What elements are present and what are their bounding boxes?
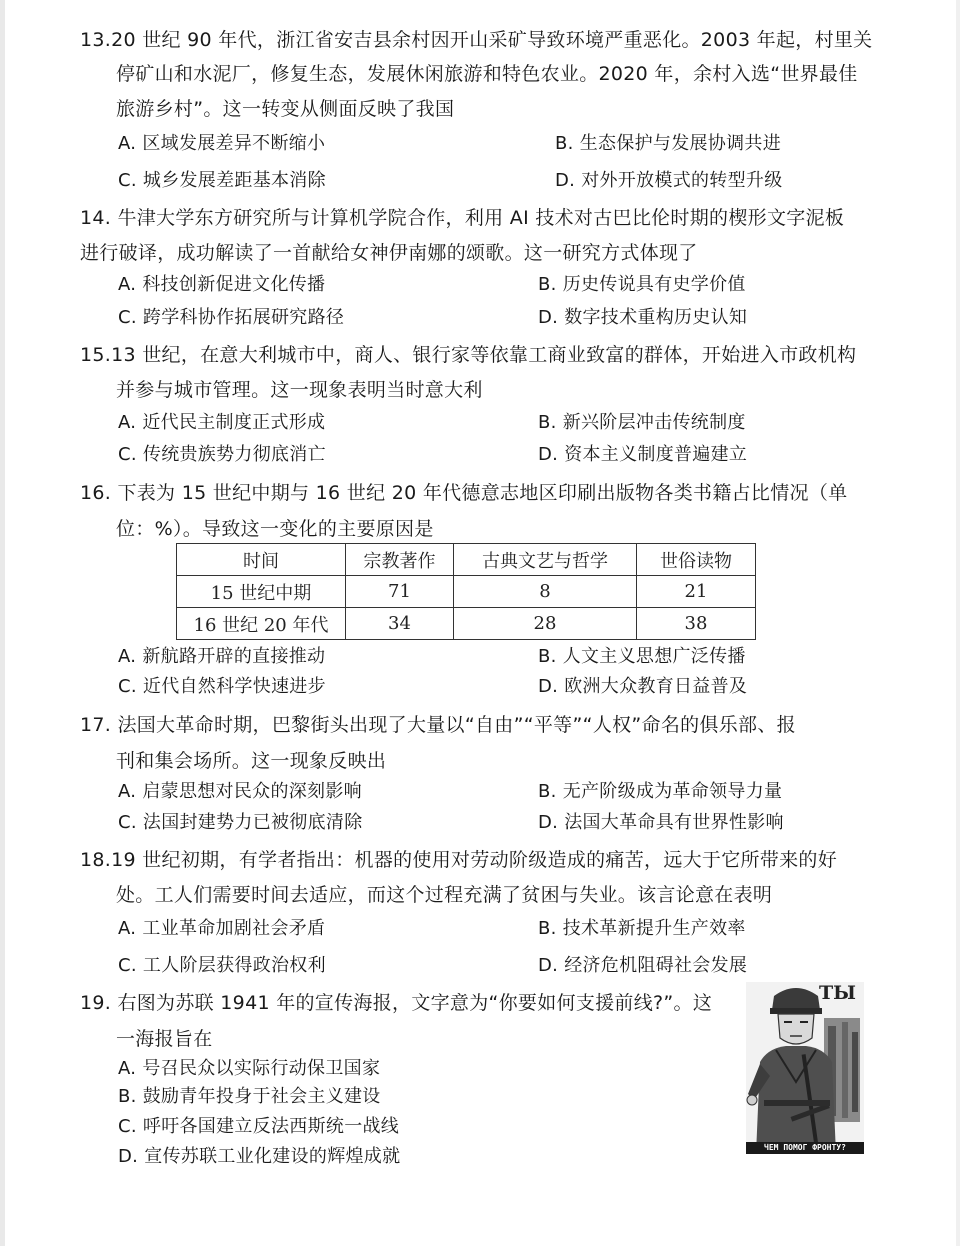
table-header-cell: 宗教著作 [346,544,454,576]
propaganda-poster [746,982,864,1154]
table-header-cell: 时间 [177,544,346,576]
question-15-option-d: D. 资本主义制度普遍建立 [538,444,748,465]
question-15-line-2: 并参与城市管理。这一现象表明当时意大利 [116,379,483,401]
question-15-option-c: C. 传统贵族势力彻底消亡 [118,444,326,465]
question-13-line-1: 13.20 世纪 90 年代，浙江省安吉县余村因开山采矿导致环境严重恶化。2003 年起，村里关 [80,29,873,51]
question-16-option-c: C. 近代自然科学快速进步 [118,676,326,697]
question-16-option-b: B. 人文主义思想广泛传播 [538,646,746,667]
question-14-line-1: 14. 牛津大学东方研究所与计算机学院合作，利用 AI 技术对古巴比伦时期的楔形文字泥板 [80,207,845,229]
table-header-cell: 古典文艺与哲学 [454,544,637,576]
table-cell: 71 [346,576,454,608]
table-row [177,608,756,640]
question-13-option-a: A. 区域发展差异不断缩小 [118,133,326,154]
poster-top-text: ТЫ [819,982,856,1004]
question-15-line-1: 15.13 世纪，在意大利城市中，商人、银行家等依靠工商业致富的群体，开始进入市政机构 [80,344,857,366]
table-cell: 16 世纪 20 年代 [177,608,346,640]
question-19-option-d: D. 宣传苏联工业化建设的辉煌成就 [118,1146,401,1167]
question-19-option-a: A. 号召民众以实际行动保卫国家 [118,1058,381,1079]
poster-illustration [746,982,864,1154]
question-18-option-a: A. 工业革命加剧社会矛盾 [118,918,326,939]
table-header-cell: 世俗读物 [637,544,756,576]
table-row [177,576,756,608]
question-17-option-a: A. 启蒙思想对民众的深刻影响 [118,781,362,802]
question-16-line-2: 位：%）。导致这一变化的主要原因是 [116,518,434,540]
question-14-option-a: A. 科技创新促进文化传播 [118,274,326,295]
poster-bottom-text: ЧЕМ ПОМОГ ФРОНТУ? [764,1143,846,1152]
data-table [176,543,756,640]
question-13-option-d: D. 对外开放模式的转型升级 [555,170,783,191]
question-18-line-1: 18.19 世纪初期，有学者指出：机器的使用对劳动阶级造成的痛苦，远大于它所带来的好 [80,849,838,871]
question-17-option-d: D. 法国大革命具有世界性影响 [538,812,784,833]
question-18-line-2: 处。工人们需要时间去适应，而这个过程充满了贫困与失业。该言论意在表明 [116,884,773,906]
table-cell: 8 [454,576,637,608]
question-14-line-2: 进行破译，成功解读了一首献给女神伊南娜的颂歌。这一研究方式体现了 [80,242,698,264]
question-14-option-d: D. 数字技术重构历史认知 [538,307,748,328]
question-16-option-d: D. 欧洲大众教育日益普及 [538,676,748,697]
question-18-option-d: D. 经济危机阻碍社会发展 [538,955,748,976]
question-17-option-c: C. 法国封建势力已被彻底清除 [118,812,363,833]
question-18-option-c: C. 工人阶层获得政治权利 [118,955,326,976]
table-cell: 28 [454,608,637,640]
question-16-option-a: A. 新航路开辟的直接推动 [118,646,326,667]
question-16-line-1: 16. 下表为 15 世纪中期与 16 世纪 20 年代德意志地区印刷出版物各类书籍占比情况（单 [80,482,848,504]
question-17-line-1: 17. 法国大革命时期，巴黎街头出现了大量以“自由”“平等”“人权”命名的俱乐部、报 [80,714,796,736]
question-13-line-3: 旅游乡村”。这一转变从侧面反映了我国 [116,98,455,120]
question-13-line-2: 停矿山和水泥厂，修复生态，发展休闲旅游和特色农业。2020 年，余村入选“世界最佳 [116,63,858,85]
table-header-row [177,544,756,576]
question-13-option-b: B. 生态保护与发展协调共进 [555,133,781,154]
question-19-line-2: 一海报旨在 [116,1028,213,1050]
page-edge-shadow [0,0,5,1246]
question-18-option-b: B. 技术革新提升生产效率 [538,918,746,939]
table-cell: 38 [637,608,756,640]
table-cell: 34 [346,608,454,640]
question-19-line-1: 19. 右图为苏联 1941 年的宣传海报，文字意为“你要如何支援前线?”。这 [80,992,713,1014]
question-17-line-2: 刊和集会场所。这一现象反映出 [116,750,387,772]
question-14-option-b: B. 历史传说具有史学价值 [538,274,746,295]
question-19-option-c: C. 呼吁各国建立反法西斯统一战线 [118,1116,400,1137]
question-19-option-b: B. 鼓励青年投身于社会主义建设 [118,1086,381,1107]
question-17-option-b: B. 无产阶级成为革命领导力量 [538,781,783,802]
page-edge-shadow-right [956,0,960,1246]
question-15-option-a: A. 近代民主制度正式形成 [118,412,326,433]
question-15-option-b: B. 新兴阶层冲击传统制度 [538,412,746,433]
table-cell: 21 [637,576,756,608]
table-cell: 15 世纪中期 [177,576,346,608]
question-14-option-c: C. 跨学科协作拓展研究路径 [118,307,345,328]
question-13-option-c: C. 城乡发展差距基本消除 [118,170,326,191]
